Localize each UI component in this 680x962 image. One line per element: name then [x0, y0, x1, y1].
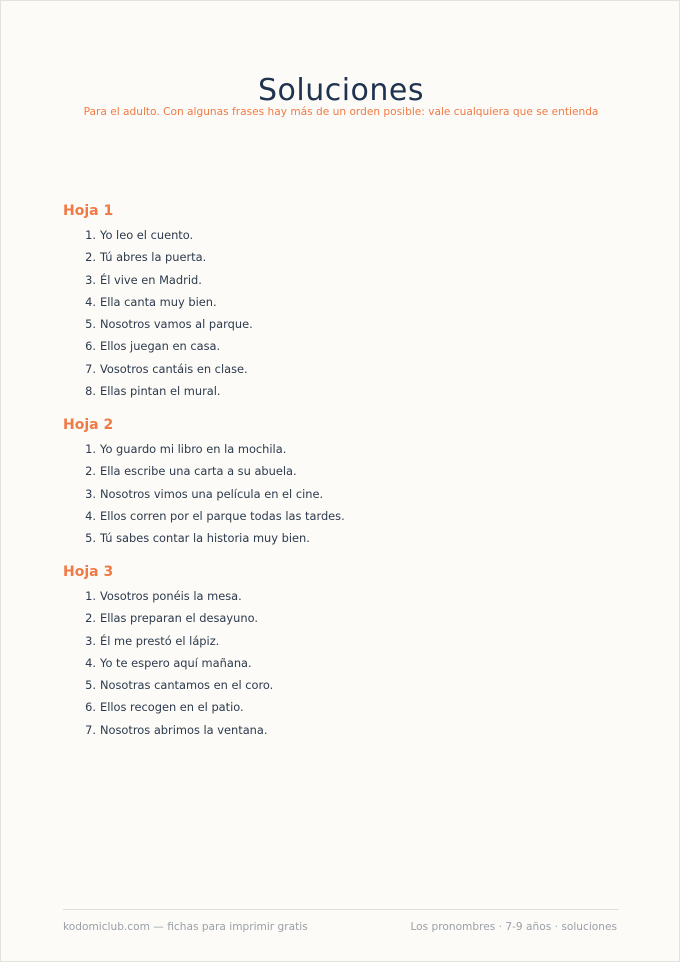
list-item: [63, 652, 273, 674]
item-number: 4.: [85, 294, 96, 309]
item-number: 2.: [85, 611, 96, 626]
list-item: [63, 269, 253, 291]
item-number: 2.: [85, 464, 96, 479]
item-number: 2.: [85, 250, 96, 265]
list-item: [63, 291, 253, 313]
item-number: 3.: [85, 633, 96, 648]
list-item: [63, 696, 273, 718]
item-text: Nosotros vamos al parque.: [100, 317, 253, 332]
list-item: [63, 335, 253, 357]
item-text: Tú sabes contar la historia muy bien.: [100, 531, 310, 546]
footer-topic-text: Los pronombres · 7-9 años · soluciones: [410, 921, 617, 933]
footer-divider: [63, 909, 619, 910]
item-text: Ella escribe una carta a su abuela.: [100, 464, 297, 479]
item-text: Ella canta muy bien.: [100, 294, 217, 309]
item-number: 3.: [85, 486, 96, 501]
item-number: 6.: [85, 339, 96, 354]
item-number: 6.: [85, 700, 96, 715]
list-item: [63, 224, 253, 246]
item-number: 8.: [85, 384, 96, 399]
sheet-heading: Hoja 3: [63, 564, 114, 580]
item-text: Yo guardo mi libro en la mochila.: [100, 442, 287, 456]
list-item: [63, 719, 273, 741]
item-text: Yo te espero aquí mañana.: [100, 655, 252, 670]
page-subtitle: Para el adulto. Con algunas frases hay más de un orden posible: vale cualquiera que se entienda: [83, 106, 599, 118]
item-text: Ellas preparan el desayuno.: [100, 611, 258, 626]
list-item: [63, 527, 345, 549]
list-item: [63, 585, 273, 607]
item-number: 1.: [85, 589, 96, 603]
list-item: [63, 313, 253, 335]
item-text: Nosotros vimos una película en el cine.: [100, 486, 324, 501]
list-item: [63, 607, 273, 629]
item-text: Vosotros cantáis en clase.: [100, 361, 248, 376]
sheet-2-section: [63, 415, 345, 549]
sheet-heading: Hoja 1: [63, 203, 114, 219]
item-text: Tú abres la puerta.: [100, 250, 207, 265]
sheet-3-section: [63, 562, 273, 741]
list-item: [63, 505, 345, 527]
answer-list: [63, 438, 345, 549]
item-text: Nosotras cantamos en el coro.: [100, 678, 274, 693]
item-number: 3.: [85, 272, 96, 287]
page-title: Soluciones: [257, 73, 425, 109]
list-item: [63, 358, 253, 380]
item-text: Él me prestó el lápiz.: [100, 633, 220, 648]
list-item: [63, 674, 273, 696]
item-number: 7.: [85, 361, 96, 376]
item-number: 5.: [85, 678, 96, 693]
item-text: Ellos corren por el parque todas las tardes.: [100, 508, 345, 523]
list-item: [63, 460, 345, 482]
item-number: 5.: [85, 531, 96, 546]
list-item: [63, 483, 345, 505]
item-text: Nosotros abrimos la ventana.: [100, 722, 268, 737]
sheet-heading: Hoja 2: [63, 417, 114, 433]
list-item: [63, 630, 273, 652]
item-number: 1.: [85, 442, 96, 456]
item-number: 1.: [85, 228, 96, 242]
item-text: Vosotros ponéis la mesa.: [100, 589, 242, 603]
item-text: Él vive en Madrid.: [100, 272, 202, 287]
item-text: Ellos recogen en el patio.: [100, 700, 244, 715]
footer-site-text: kodomiclub.com — fichas para imprimir gratis: [63, 921, 308, 933]
list-item: [63, 380, 253, 402]
item-number: 4.: [85, 508, 96, 523]
item-text: Ellos juegan en casa.: [100, 339, 221, 354]
list-item: [63, 246, 253, 268]
item-number: 5.: [85, 317, 96, 332]
answer-list: [63, 585, 273, 741]
item-number: 7.: [85, 722, 96, 737]
item-number: 4.: [85, 655, 96, 670]
item-text: Yo leo el cuento.: [100, 228, 194, 242]
item-text: Ellas pintan el mural.: [100, 384, 221, 399]
list-item: [63, 438, 345, 460]
answer-list: [63, 224, 253, 402]
sheet-1-section: [63, 201, 253, 402]
